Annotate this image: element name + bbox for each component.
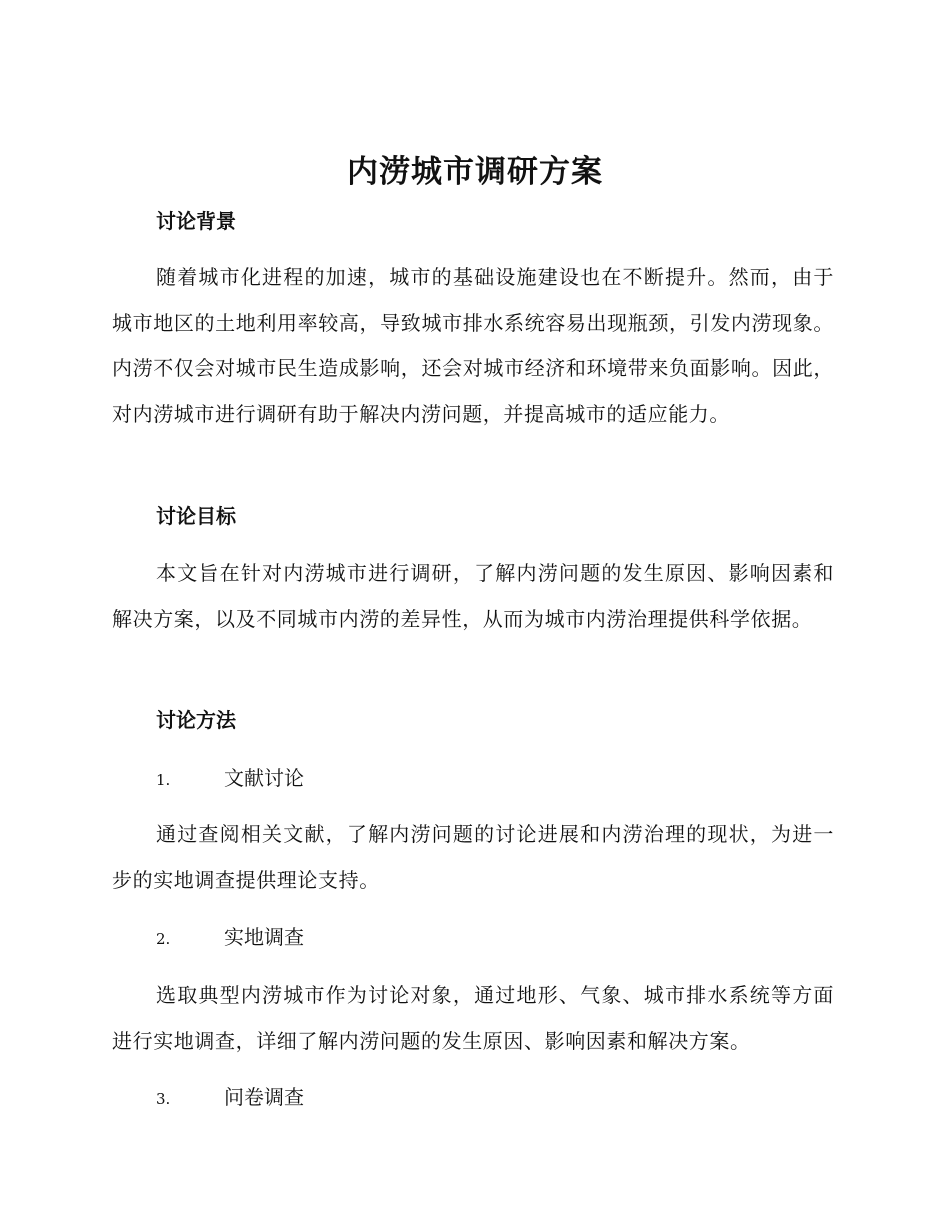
section-heading-objective: 讨论目标: [156, 504, 236, 528]
objective-paragraph: 本文旨在针对内涝城市进行调研，了解内涝问题的发生原因、影响因素和解决方案，以及不同城市内涝的差异性，从而为城市内涝治理提供科学依据。: [112, 561, 834, 631]
method-item-1: [156, 764, 304, 794]
list-number: 3.: [156, 1090, 171, 1108]
list-item-title: 文献讨论: [224, 766, 304, 790]
list-number: 2.: [156, 930, 171, 948]
list-item-title: 实地调查: [224, 925, 304, 949]
section-heading-method: 讨论方法: [156, 708, 236, 732]
method-item-2-paragraph: 选取典型内涝城市作为讨论对象，通过地形、气象、城市排水系统等方面进行实地调查，详细了解内涝问题的发生原因、影响因素和解决方案。: [112, 983, 834, 1053]
method-item-2: [156, 923, 304, 953]
document-title: 内涝城市调研方案: [347, 154, 603, 190]
list-item-title: 问卷调查: [224, 1085, 304, 1109]
section-heading-background: 讨论背景: [156, 209, 236, 233]
method-item-3: [156, 1083, 304, 1113]
list-number: 1.: [156, 771, 171, 789]
background-paragraph: 随着城市化进程的加速，城市的基础设施建设也在不断提升。然而，由于城市地区的土地利用率较高，导致城市排水系统容易出现瓶颈，引发内涝现象。内涝不仅会对城市民生造成影响，还会对城市经济和环境带来负面影响。因此，对内涝城市进行调研有助于解决内涝问题，并提高城市的适应能力。: [112, 265, 834, 426]
method-item-1-paragraph: 通过查阅相关文献，了解内涝问题的讨论进展和内涝治理的现状，为进一步的实地调查提供理论支持。: [112, 822, 834, 892]
